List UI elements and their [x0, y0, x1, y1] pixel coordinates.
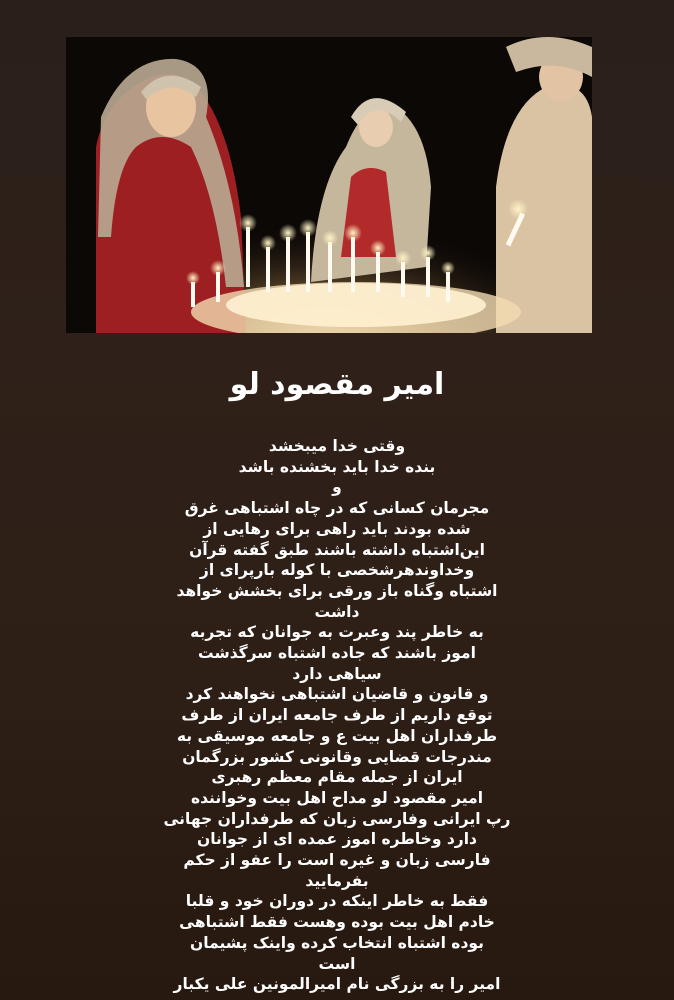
poem-line: این‌اشتباه داشته باشند طبق گفته قرآن [189, 540, 485, 559]
poem-line: ایران از جمله مقام معظم رهبری [211, 768, 463, 787]
poem-line: است [318, 954, 356, 973]
poem-line: وقتی خدا میبخشد [268, 437, 406, 455]
poem-line: فقط به خاطر اینکه در دوران خود و قلبا [185, 892, 489, 911]
post-photo [66, 37, 592, 333]
poem-line: شده بودند باید راهی برای رهایی از [203, 519, 471, 538]
poem-line: به خاطر پند وعبرت به جوانان که تجربه [190, 623, 484, 642]
poem-line: وخداوندهرشخصی با کوله بارپرای از [199, 561, 475, 580]
poem-line: اشتباه وگناه باز ورقی برای بخشش خواهد [176, 581, 498, 600]
poem-line: طرفداران اهل بیت ع و جامعه موسیقی به [176, 726, 498, 745]
poem-line: فارسی زبان و غیره است را عفو از حکم [183, 851, 491, 870]
poem-line: امیر را به بزرگی نام امیرالمونین علی یکبار [173, 975, 501, 994]
candlelight-children-photo-icon [66, 37, 592, 333]
poem-line: خادم اهل بیت بوده وهست فقط اشتباهی [179, 913, 495, 932]
poem-line: امیر مقصود لو مداح اهل بیت وخواننده [190, 788, 484, 807]
poem-line: اموز باشند که جاده اشتباه سرگذشت [198, 644, 476, 663]
poem-line: سیاهی دارد [292, 664, 382, 683]
poem-line: دارد وخاطره اموز عمده ای از جوانان [197, 830, 477, 849]
poem-line: مندرجات قضایی وقانونی کشور بزرگمان [182, 747, 492, 766]
poem-line: بنده خدا باید بخشنده باشد [238, 457, 436, 476]
poem-text [120, 436, 554, 995]
poem-line: مجرمان کسانی که در چاه اشتباهی غرق [184, 499, 490, 518]
poem-line: و قانون و قاضیان اشتباهی نخواهند کرد [185, 685, 489, 704]
poem-line: داشت [314, 602, 360, 621]
poem-line: بفرمایید [305, 871, 369, 890]
poem-line: توقع داریم از طرف جامعه ایران از طرف [181, 706, 493, 725]
poem-line: بوده اشتباه انتخاب کرده واینک پشیمان [190, 933, 484, 952]
poem-line: رپ ایرانی وفارسی زبان که طرفداران جهانی [163, 809, 511, 828]
post-title: امیر مقصود لو [229, 367, 445, 402]
poem-line: و [332, 478, 342, 497]
